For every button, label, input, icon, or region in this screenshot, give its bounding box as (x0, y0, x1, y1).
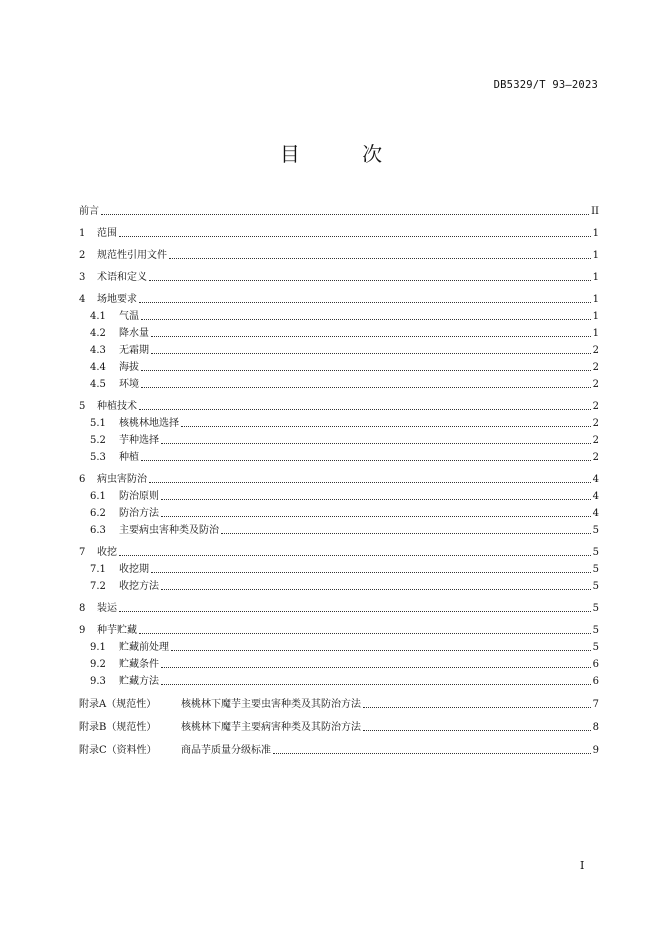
toc-entry-page: 5 (592, 642, 599, 653)
toc-entry-number: 附录B（规范性） (79, 722, 157, 733)
toc-dot-leader (141, 369, 591, 371)
toc-entry-page: 4 (592, 508, 599, 519)
toc-entry-page: 4 (592, 491, 599, 502)
toc-entry[interactable] (79, 340, 599, 357)
toc-dot-leader (101, 213, 589, 215)
toc-entry-number: 9.1 (90, 642, 106, 653)
toc-entry[interactable] (79, 486, 599, 503)
toc-entry-label: 种芋贮藏 (97, 625, 137, 636)
toc-dot-leader (151, 335, 591, 337)
toc-entry-label: 防治方法 (119, 508, 159, 519)
toc-entry-label: 芋种选择 (119, 435, 159, 446)
toc-entry-page: 5 (592, 547, 599, 558)
toc-entry-number: 9.2 (90, 659, 106, 670)
toc-entry-number: 9 (79, 625, 86, 636)
toc-entry-number: 1 (79, 228, 86, 239)
toc-entry-page: 2 (592, 418, 599, 429)
toc-dot-leader (363, 729, 591, 731)
toc-entry-number: 6 (79, 474, 86, 485)
toc-entry-number: 5.3 (90, 452, 106, 463)
toc-entry[interactable] (79, 244, 599, 262)
toc-entry[interactable] (79, 541, 599, 559)
toc-entry-page: 2 (592, 401, 599, 412)
toc-entry-label: 无霜期 (119, 345, 149, 356)
toc-dot-leader (161, 666, 591, 668)
toc-dot-leader (181, 425, 591, 427)
toc-dot-leader (119, 554, 591, 556)
toc-entry-label: 病虫害防治 (97, 474, 147, 485)
toc-entry-page: 1 (592, 328, 599, 339)
toc-dot-leader (273, 752, 591, 754)
toc-entry-page: 8 (592, 722, 599, 733)
toc-entry-label: 海拔 (119, 362, 139, 373)
toc-entry-label: 场地要求 (97, 294, 137, 305)
toc-entry-label: 贮藏前处理 (119, 642, 169, 653)
table-of-contents (79, 200, 599, 757)
toc-entry-page: 5 (592, 581, 599, 592)
toc-entry-label: 商品芋质量分级标准 (181, 745, 271, 756)
document-code: DB5329/T 93—2023 (493, 79, 598, 91)
toc-entry-label: 主要病虫害种类及防治 (119, 525, 219, 536)
toc-dot-leader (141, 318, 591, 320)
toc-entry[interactable] (79, 306, 599, 323)
toc-dot-leader (151, 571, 591, 573)
toc-entry-label: 收挖方法 (119, 581, 159, 592)
toc-entry-page: 5 (592, 564, 599, 575)
toc-entry-label: 装运 (97, 603, 117, 614)
toc-entry-number: 7.1 (90, 564, 106, 575)
toc-dot-leader (161, 498, 591, 500)
toc-entry-label: 术语和定义 (97, 272, 147, 283)
toc-entry-label: 范围 (97, 228, 117, 239)
toc-dot-leader (139, 408, 591, 410)
toc-entry[interactable] (79, 637, 599, 654)
toc-dot-leader (139, 301, 591, 303)
toc-dot-leader (149, 279, 591, 281)
toc-entry-page: 1 (592, 228, 599, 239)
toc-entry[interactable] (79, 559, 599, 576)
toc-dot-leader (171, 649, 591, 651)
toc-entry[interactable] (79, 413, 599, 430)
toc-entry[interactable] (79, 671, 599, 688)
toc-entry[interactable] (79, 288, 599, 306)
toc-entry-page: 1 (592, 250, 599, 261)
toc-entry[interactable] (79, 597, 599, 615)
toc-entry-page: 4 (592, 474, 599, 485)
toc-entry-page: 1 (592, 311, 599, 322)
toc-entry-page: II (591, 206, 599, 217)
toc-entry[interactable] (79, 693, 599, 711)
toc-entry-page: 5 (592, 603, 599, 614)
toc-dot-leader (363, 706, 591, 708)
toc-entry-label: 核桃林地选择 (119, 418, 179, 429)
toc-entry-number: 6.1 (90, 491, 106, 502)
toc-entry-number: 3 (79, 272, 86, 283)
toc-entry-label: 前言 (79, 206, 99, 217)
toc-entry-page: 2 (592, 362, 599, 373)
toc-entry-number: 7 (79, 547, 86, 558)
toc-entry-number: 9.3 (90, 676, 106, 687)
toc-entry-number: 7.2 (90, 581, 106, 592)
toc-entry-label: 收挖 (97, 547, 117, 558)
toc-dot-leader (151, 352, 591, 354)
toc-entry-number: 附录C（资料性） (79, 745, 157, 756)
toc-entry[interactable] (79, 374, 599, 391)
toc-entry[interactable] (79, 430, 599, 447)
toc-entry-number: 4.3 (90, 345, 106, 356)
toc-dot-leader (139, 632, 591, 634)
toc-entry[interactable] (79, 357, 599, 374)
toc-entry-number: 8 (79, 603, 86, 614)
toc-entry-number: 4 (79, 294, 86, 305)
toc-dot-leader (119, 235, 591, 237)
toc-entry-page: 6 (592, 676, 599, 687)
toc-entry-page: 2 (592, 435, 599, 446)
toc-entry-number: 4.5 (90, 379, 106, 390)
toc-dot-leader (161, 515, 591, 517)
toc-entry-number: 5.2 (90, 435, 106, 446)
toc-entry[interactable] (79, 266, 599, 284)
toc-entry-number: 2 (79, 250, 86, 261)
toc-entry[interactable] (79, 323, 599, 340)
toc-entry[interactable] (79, 200, 599, 218)
toc-entry[interactable] (79, 739, 599, 757)
toc-entry-label: 气温 (119, 311, 139, 322)
toc-entry-label: 种植技术 (97, 401, 137, 412)
toc-entry-number: 6.2 (90, 508, 106, 519)
toc-entry-label: 防治原则 (119, 491, 159, 502)
toc-entry-page: 6 (592, 659, 599, 670)
toc-entry-page: 1 (592, 272, 599, 283)
toc-entry-label: 环境 (119, 379, 139, 390)
toc-dot-leader (161, 683, 591, 685)
toc-entry-page: 2 (592, 379, 599, 390)
toc-entry-label: 贮藏条件 (119, 659, 159, 670)
toc-entry-label: 降水量 (119, 328, 149, 339)
toc-entry-page: 9 (592, 745, 599, 756)
toc-entry-page: 2 (592, 345, 599, 356)
toc-entry-number: 5 (79, 401, 86, 412)
toc-dot-leader (221, 532, 591, 534)
toc-dot-leader (119, 610, 591, 612)
toc-entry-label: 规范性引用文件 (97, 250, 167, 261)
toc-entry[interactable] (79, 447, 599, 464)
toc-entry-number: 附录A（规范性） (79, 699, 157, 710)
toc-entry-label: 收挖期 (119, 564, 149, 575)
toc-entry[interactable] (79, 716, 599, 734)
toc-entry[interactable] (79, 468, 599, 486)
toc-entry-number: 4.1 (90, 311, 106, 322)
toc-dot-leader (169, 257, 591, 259)
toc-entry[interactable] (79, 576, 599, 593)
toc-entry[interactable] (79, 503, 599, 520)
toc-entry-label: 核桃林下魔芋主要病害种类及其防治方法 (181, 722, 361, 733)
toc-entry[interactable] (79, 222, 599, 240)
toc-entry-page: 5 (592, 525, 599, 536)
toc-dot-leader (161, 442, 591, 444)
toc-entry[interactable] (79, 395, 599, 413)
toc-entry-label: 贮藏方法 (119, 676, 159, 687)
toc-dot-leader (141, 459, 591, 461)
page-title: 目 次 (279, 142, 411, 166)
toc-entry-number: 4.4 (90, 362, 106, 373)
toc-entry-label: 种植 (119, 452, 139, 463)
toc-entry-number: 5.1 (90, 418, 106, 429)
toc-entry-page: 1 (592, 294, 599, 305)
footer-page-number: I (580, 859, 585, 872)
toc-entry-page: 2 (592, 452, 599, 463)
toc-entry-page: 7 (592, 699, 599, 710)
toc-entry[interactable] (79, 520, 599, 537)
toc-entry[interactable] (79, 654, 599, 671)
toc-dot-leader (141, 386, 591, 388)
toc-entry-page: 5 (592, 625, 599, 636)
toc-entry[interactable] (79, 619, 599, 637)
toc-entry-label: 核桃林下魔芋主要虫害种类及其防治方法 (181, 699, 361, 710)
toc-entry-number: 6.3 (90, 525, 106, 536)
toc-dot-leader (161, 588, 591, 590)
toc-entry-number: 4.2 (90, 328, 106, 339)
toc-dot-leader (149, 481, 591, 483)
